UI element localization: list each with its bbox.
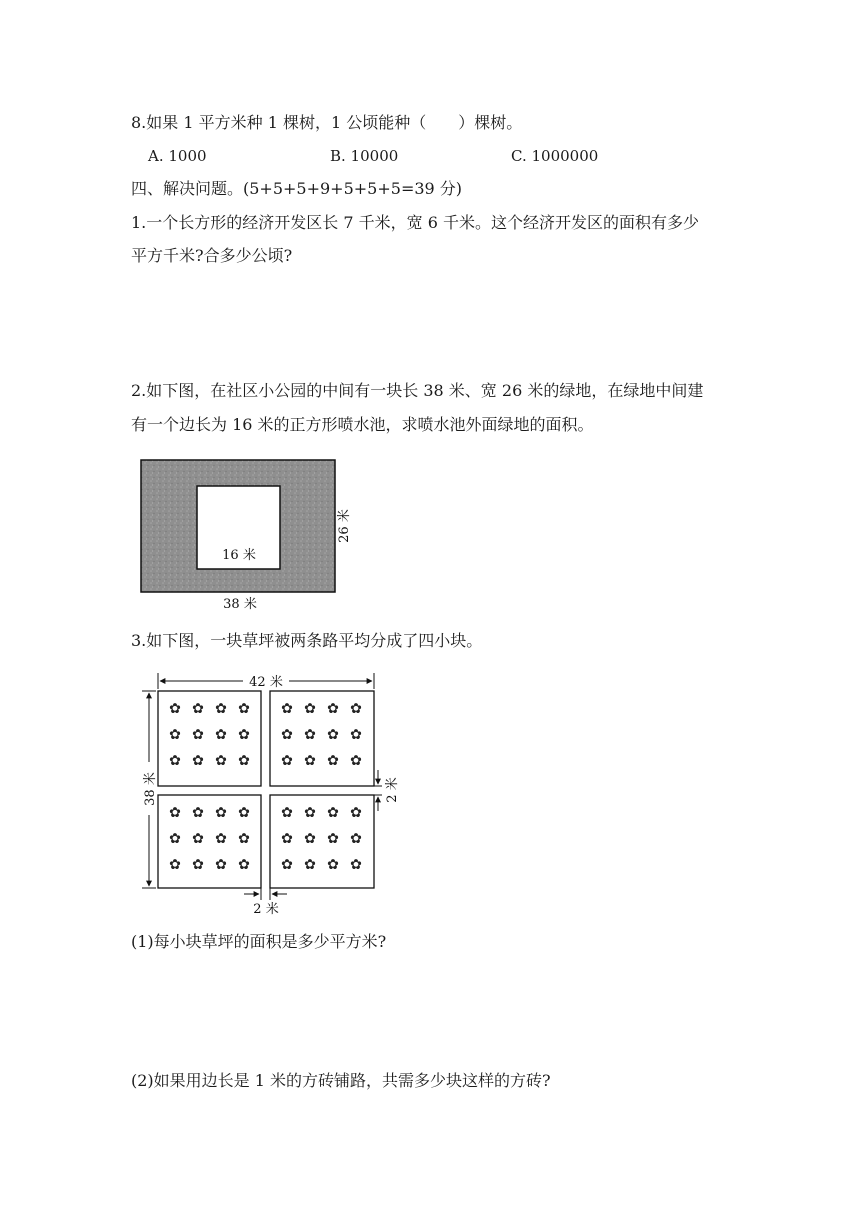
plant-icon: ✿ — [169, 857, 181, 873]
plant-icon: ✿ — [327, 701, 339, 717]
plant-icon: ✿ — [169, 727, 181, 743]
plant-icon: ✿ — [169, 701, 181, 717]
plant-icon: ✿ — [169, 805, 181, 821]
plant-icon: ✿ — [238, 727, 250, 743]
left-dimension-label: 38 米 — [143, 772, 158, 806]
plant-icon: ✿ — [327, 857, 339, 873]
plant-icon: ✿ — [192, 701, 204, 717]
plant-icon: ✿ — [304, 805, 316, 821]
plant-icon: ✿ — [304, 753, 316, 769]
plant-icon: ✿ — [169, 831, 181, 847]
plant-icon: ✿ — [215, 857, 227, 873]
plant-icon: ✿ — [281, 753, 293, 769]
plant-icon: ✿ — [215, 727, 227, 743]
plant-icon: ✿ — [192, 727, 204, 743]
question-8-stem: 8.如果 1 平方米种 1 棵树，1 公顷能种（ ）棵树。 — [131, 113, 523, 132]
plant-icon: ✿ — [327, 727, 339, 743]
problem-3-line-1: 3.如下图，一块草坪被两条路平均分成了四小块。 — [131, 631, 483, 650]
width-label: 26 米 — [337, 509, 352, 543]
plant-icon: ✿ — [238, 753, 250, 769]
plant-icon: ✿ — [304, 727, 316, 743]
plant-icon: ✿ — [215, 805, 227, 821]
plant-icon: ✿ — [281, 831, 293, 847]
plant-icon: ✿ — [192, 805, 204, 821]
option-c: C. 1000000 — [511, 147, 599, 165]
plant-icon: ✿ — [327, 805, 339, 821]
plant-icon: ✿ — [281, 701, 293, 717]
plant-icon: ✿ — [327, 753, 339, 769]
plant-icon: ✿ — [281, 805, 293, 821]
subquestion-2: (2)如果用边长是 1 米的方砖铺路，共需多少块这样的方砖? — [131, 1071, 551, 1090]
plant-icon: ✿ — [238, 831, 250, 847]
plant-icon: ✿ — [350, 701, 362, 717]
option-b: B. 10000 — [330, 147, 399, 165]
plant-icon: ✿ — [215, 753, 227, 769]
plant-icon: ✿ — [350, 857, 362, 873]
section-heading: 四、解决问题。(5+5+5+9+5+5+5=39 分) — [131, 179, 463, 198]
plant-icon: ✿ — [238, 857, 250, 873]
plant-icon: ✿ — [304, 701, 316, 717]
plant-icon: ✿ — [215, 701, 227, 717]
bottom-road-width-label: 2 米 — [253, 902, 279, 917]
plant-icon: ✿ — [238, 805, 250, 821]
plant-icon: ✿ — [192, 831, 204, 847]
fountain-side-label: 16 米 — [222, 548, 256, 563]
plant-icon: ✿ — [350, 727, 362, 743]
plant-icon: ✿ — [192, 857, 204, 873]
problem-2-line-2: 有一个边长为 16 米的正方形喷水池，求喷水池外面绿地的面积。 — [131, 415, 594, 434]
plant-icon: ✿ — [350, 753, 362, 769]
problem-1-line-2: 平方千米?合多少公顷? — [131, 246, 293, 265]
plant-icon: ✿ — [238, 701, 250, 717]
plant-icon: ✿ — [350, 831, 362, 847]
plant-icon: ✿ — [350, 805, 362, 821]
problem-1-line-1: 1.一个长方形的经济开发区长 7 千米，宽 6 千米。这个经济开发区的面积有多少 — [131, 213, 699, 232]
problem-2-line-1: 2.如下图，在社区小公园的中间有一块长 38 米、宽 26 米的绿地，在绿地中间建 — [131, 381, 704, 400]
right-road-width-label: 2 米 — [385, 777, 400, 803]
plant-icon: ✿ — [215, 831, 227, 847]
option-a: A. 1000 — [148, 147, 207, 165]
plant-icon: ✿ — [281, 857, 293, 873]
plant-icon: ✿ — [304, 857, 316, 873]
plant-icon: ✿ — [327, 831, 339, 847]
plant-icon: ✿ — [281, 727, 293, 743]
plant-icon: ✿ — [304, 831, 316, 847]
top-dimension-label: 42 米 — [249, 675, 283, 690]
plant-icon: ✿ — [192, 753, 204, 769]
length-label: 38 米 — [223, 597, 257, 612]
plant-icon: ✿ — [169, 753, 181, 769]
subquestion-1: (1)每小块草坪的面积是多少平方米? — [131, 932, 387, 951]
